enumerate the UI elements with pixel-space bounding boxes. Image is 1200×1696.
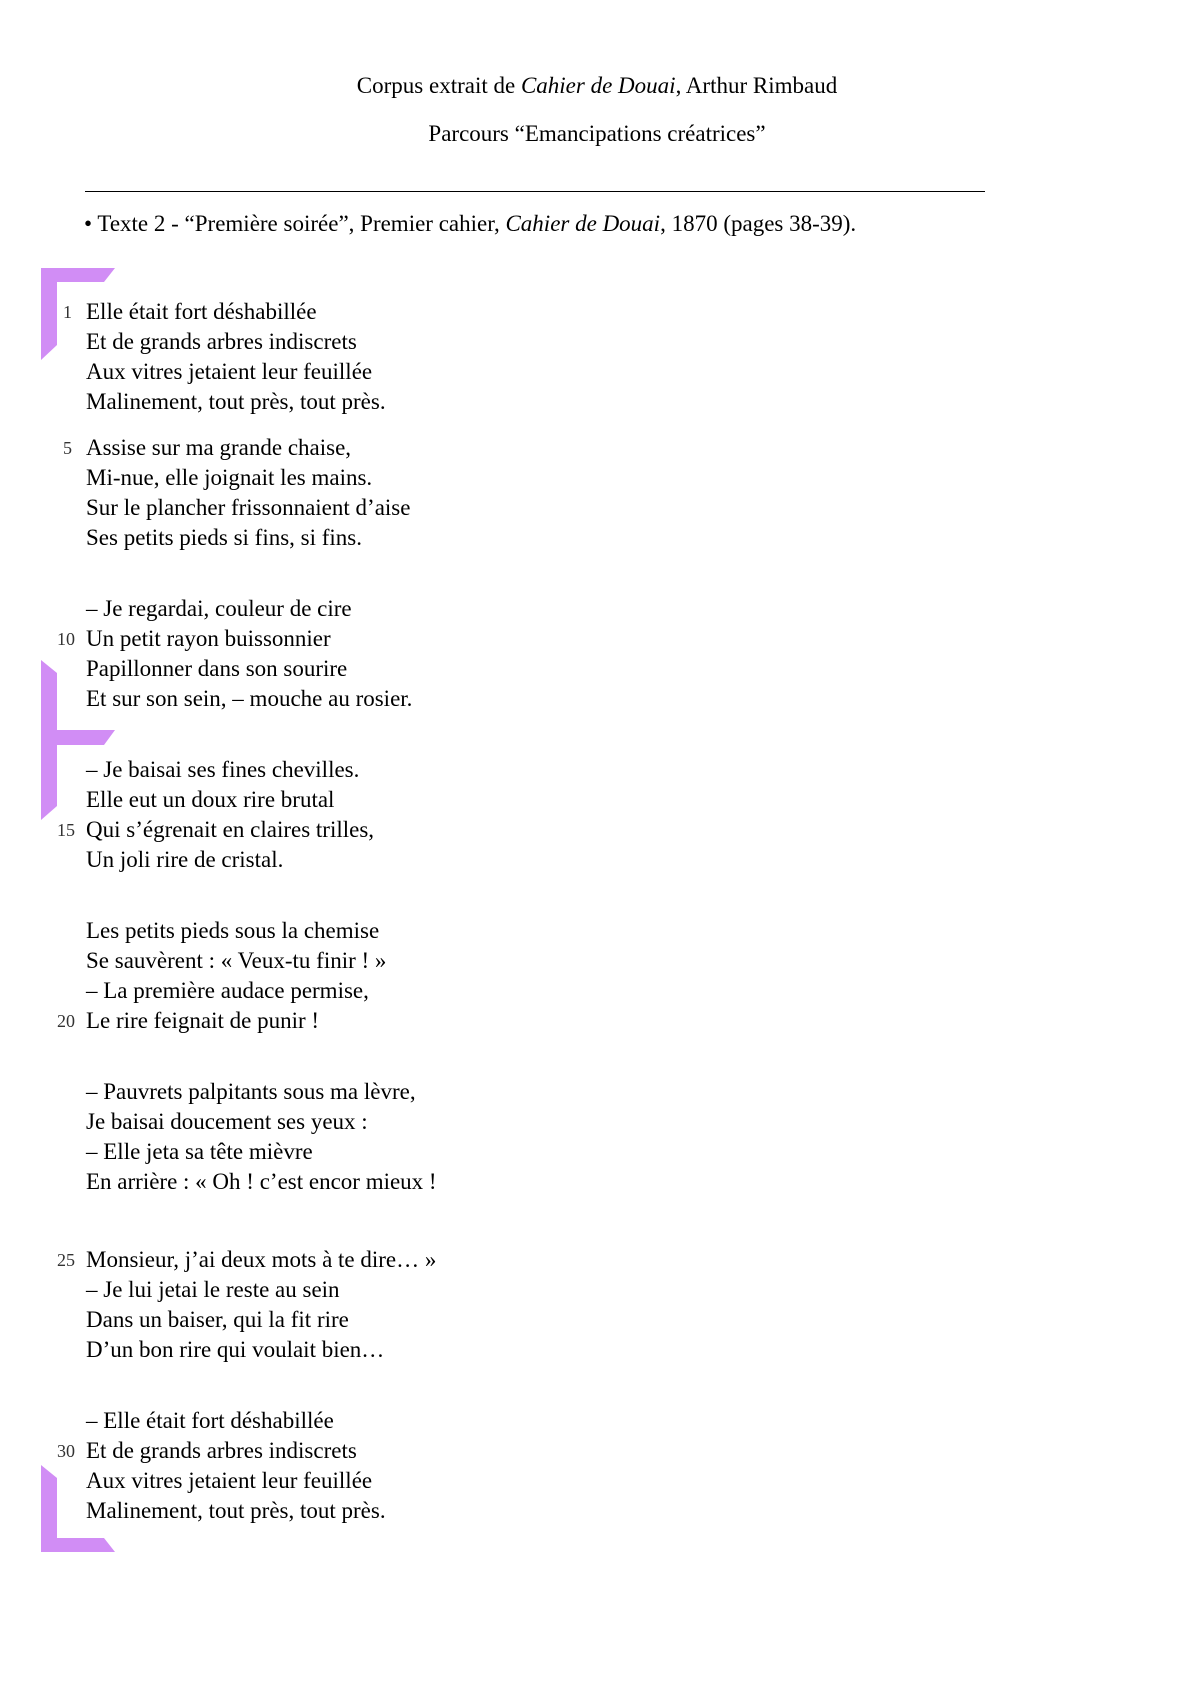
verse-line: – Pauvrets palpitants sous ma lèvre, [86, 1079, 416, 1104]
verse-line: Elle était fort déshabillée [86, 299, 317, 324]
verse-line: Monsieur, j’ai deux mots à te dire… » [86, 1247, 437, 1272]
verse-line: Un joli rire de cristal. [86, 847, 284, 872]
verse-line: En arrière : « Oh ! c’est encor mieux ! [86, 1169, 437, 1194]
verse-line: Se sauvèrent : « Veux-tu finir ! » [86, 948, 387, 973]
line-number-30: 30 [57, 1441, 75, 1461]
verse-line: Et de grands arbres indiscrets [86, 329, 357, 354]
stanza-4 [86, 755, 374, 875]
line-number-1: 1 [63, 302, 72, 322]
line-number-10: 10 [57, 629, 75, 649]
line-number-20: 20 [57, 1011, 75, 1031]
title-work: Cahier de Douai [520, 73, 676, 98]
verse-line: Le rire feignait de punir ! [86, 1008, 320, 1033]
stanza-6 [86, 1077, 437, 1197]
verse-line: Papillonner dans son sourire [86, 656, 348, 681]
verse-line: D’un bon rire qui voulait bien… [86, 1337, 385, 1362]
verse-line: Assise sur ma grande chaise, [86, 435, 352, 460]
title-suffix: , Arthur Rimbaud [675, 73, 838, 98]
reference-work: Cahier de Douai [505, 211, 661, 236]
stanza-7 [86, 1245, 436, 1365]
stanza-3 [86, 594, 412, 714]
verse-line: Et de grands arbres indiscrets [86, 1438, 357, 1463]
stanza-5 [86, 916, 386, 1036]
line-number-15: 15 [57, 820, 75, 840]
verse-line: Mi-nue, elle joignait les mains. [86, 465, 373, 490]
verse-line: Qui s’égrenait en claires trilles, [86, 817, 375, 842]
verse-line: – Elle jeta sa tête mièvre [86, 1139, 313, 1164]
verse-line: – Je regardai, couleur de cire [86, 596, 352, 621]
verse-line: – Je lui jetai le reste au sein [86, 1277, 340, 1302]
verse-line: – Je baisai ses fines chevilles. [86, 757, 360, 782]
verse-line: Aux vitres jetaient leur feuillée [86, 359, 373, 384]
verse-line: – La première audace permise, [86, 978, 369, 1003]
verse-line: Et sur son sein, – mouche au rosier. [86, 686, 413, 711]
stanza-1 [86, 297, 386, 417]
stanza-8 [86, 1406, 386, 1526]
stanza-2 [86, 433, 410, 553]
verse-line: Ses petits pieds si fins, si fins. [86, 525, 363, 550]
verse-line: – Elle était fort déshabillée [86, 1408, 334, 1433]
verse-line: Je baisai doucement ses yeux : [86, 1109, 368, 1134]
verse-line: Elle eut un doux rire brutal [86, 787, 335, 812]
verse-line: Malinement, tout près, tout près. [86, 1498, 386, 1523]
title-prefix: Corpus extrait de [356, 73, 521, 98]
reference-suffix: , 1870 (pages 38-39). [660, 211, 857, 236]
verse-line: Malinement, tout près, tout près. [86, 389, 386, 414]
verse-line: Dans un baiser, qui la fit rire [86, 1307, 349, 1332]
reference-prefix: • Texte 2 - “Première soirée”, Premier cahier, [84, 211, 506, 236]
line-number-25: 25 [57, 1250, 75, 1270]
verse-line: Les petits pieds sous la chemise [86, 918, 380, 943]
verse-line: Aux vitres jetaient leur feuillée [86, 1468, 373, 1493]
subtitle-text: Parcours “Emancipations créatrices” [428, 121, 766, 146]
line-number-5: 5 [63, 438, 72, 458]
verse-line: Un petit rayon buissonnier [86, 626, 331, 651]
verse-line: Sur le plancher frissonnaient d’aise [86, 495, 411, 520]
